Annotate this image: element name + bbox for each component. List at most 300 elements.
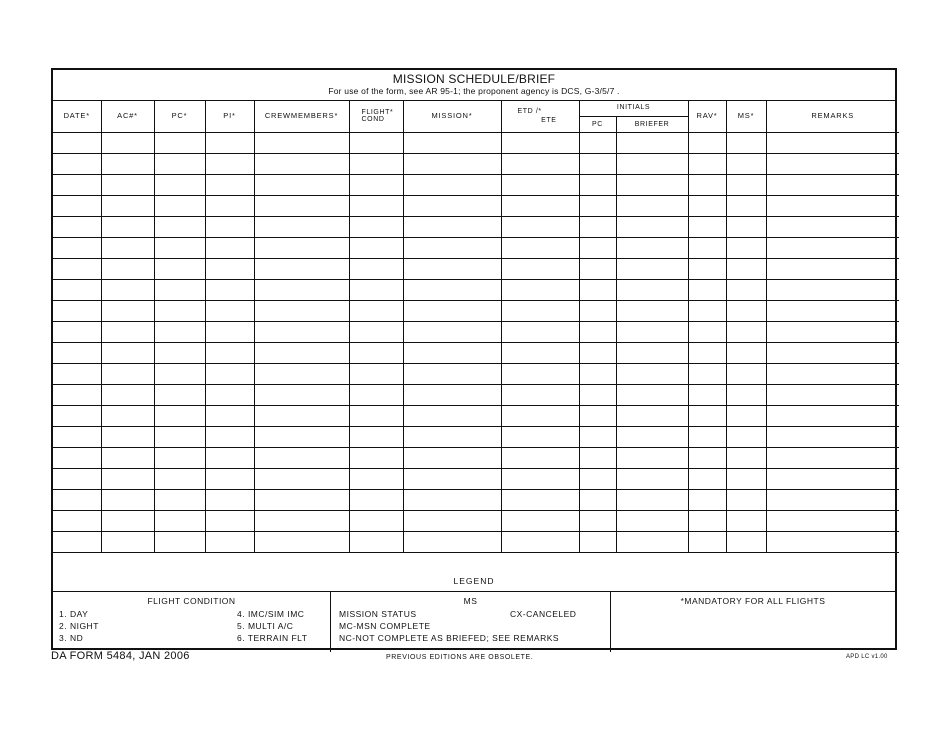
col-etd-line2: ETE [541,116,557,124]
table-cell[interactable] [205,363,254,384]
table-row [53,153,899,174]
table-cell[interactable] [726,321,766,342]
table-cell[interactable] [403,216,501,237]
table-cell[interactable] [501,237,579,258]
table-cell[interactable] [766,153,899,174]
table-cell[interactable] [154,489,205,510]
table-cell[interactable] [579,531,616,552]
table-cell[interactable] [403,531,501,552]
table-cell[interactable] [579,468,616,489]
table-cell[interactable] [254,468,349,489]
ms-heading: MS [463,596,478,606]
col-flight-cond-line1: FLIGHT* [361,108,394,116]
table-cell[interactable] [403,342,501,363]
table-cell[interactable] [579,216,616,237]
table-cell[interactable] [53,363,101,384]
table-cell[interactable] [403,363,501,384]
table-cell[interactable] [205,468,254,489]
table-cell[interactable] [766,300,899,321]
table-cell[interactable] [688,531,726,552]
table-cell[interactable] [53,447,101,468]
table-cell[interactable] [349,510,403,531]
table-cell[interactable] [53,384,101,405]
table-cell[interactable] [501,132,579,153]
table-cell[interactable] [766,510,899,531]
table-row [53,363,899,384]
table-cell[interactable] [579,321,616,342]
table-cell[interactable] [254,531,349,552]
table-cell[interactable] [501,363,579,384]
table-cell[interactable] [688,153,726,174]
table-cell[interactable] [403,426,501,447]
table-cell[interactable] [154,426,205,447]
table-cell[interactable] [616,426,688,447]
table-cell[interactable] [403,468,501,489]
table-cell[interactable] [349,363,403,384]
table-cell[interactable] [688,426,726,447]
table-cell[interactable] [726,132,766,153]
table-cell[interactable] [349,426,403,447]
table-cell[interactable] [766,237,899,258]
table-cell[interactable] [501,258,579,279]
table-cell[interactable] [688,300,726,321]
table-cell[interactable] [349,321,403,342]
table-cell[interactable] [205,258,254,279]
table-cell[interactable] [53,489,101,510]
table-cell[interactable] [205,132,254,153]
editions-note: PREVIOUS EDITIONS ARE OBSOLETE. [386,654,534,661]
table-row [53,447,899,468]
table-cell[interactable] [579,342,616,363]
table-cell[interactable] [403,510,501,531]
table-cell[interactable] [616,510,688,531]
table-cell[interactable] [726,216,766,237]
table-cell[interactable] [403,447,501,468]
table-cell[interactable] [349,489,403,510]
table-cell[interactable] [205,237,254,258]
table-row [53,237,899,258]
table-cell[interactable] [349,216,403,237]
table-cell[interactable] [254,321,349,342]
table-cell[interactable] [254,258,349,279]
table-cell[interactable] [616,258,688,279]
table-cell[interactable] [501,510,579,531]
table-cell[interactable] [688,132,726,153]
table-cell[interactable] [766,321,899,342]
table-cell[interactable] [101,426,154,447]
table-cell[interactable] [766,447,899,468]
table-cell[interactable] [726,174,766,195]
col-initials: INITIALS [579,100,688,116]
ms-canceled: CX-CANCELED [510,609,577,619]
table-cell[interactable] [726,279,766,300]
table-cell[interactable] [766,384,899,405]
table-row [53,132,899,153]
table-cell[interactable] [154,531,205,552]
table-cell[interactable] [53,132,101,153]
table-cell[interactable] [766,363,899,384]
fc-item: 2. NIGHT [59,621,99,631]
table-cell[interactable] [616,489,688,510]
form-number: DA FORM 5484, JAN 2006 [51,650,190,662]
table-cell[interactable] [101,300,154,321]
table-cell[interactable] [403,405,501,426]
table-cell[interactable] [501,426,579,447]
table-cell[interactable] [688,258,726,279]
table-cell[interactable] [688,237,726,258]
table-cell[interactable] [403,132,501,153]
table-cell[interactable] [726,531,766,552]
table-cell[interactable] [154,363,205,384]
table-cell[interactable] [616,132,688,153]
table-cell[interactable] [403,489,501,510]
table-cell[interactable] [101,153,154,174]
table-cell[interactable] [688,405,726,426]
table-cell[interactable] [688,384,726,405]
table-cell[interactable] [579,279,616,300]
table-cell[interactable] [726,237,766,258]
table-row [53,405,899,426]
table-cell[interactable] [254,132,349,153]
table-row [53,216,899,237]
table-cell[interactable] [688,489,726,510]
table-cell[interactable] [579,405,616,426]
legend [53,571,895,648]
table-row [53,468,899,489]
table-cell[interactable] [154,174,205,195]
table-cell[interactable] [53,258,101,279]
table-cell[interactable] [579,363,616,384]
table-cell[interactable] [501,300,579,321]
table-cell[interactable] [101,342,154,363]
table-cell[interactable] [403,384,501,405]
table-cell[interactable] [579,447,616,468]
table-cell[interactable] [53,153,101,174]
table-cell[interactable] [766,426,899,447]
table-cell[interactable] [766,195,899,216]
table-cell[interactable] [579,195,616,216]
ms-complete: MC-MSN COMPLETE [339,621,431,631]
table-cell[interactable] [688,363,726,384]
table-cell[interactable] [205,531,254,552]
col-initials-briefer: BRIEFER [616,116,688,132]
col-ac: AC#* [101,100,154,132]
table-cell[interactable] [726,363,766,384]
table-cell[interactable] [688,321,726,342]
table-cell[interactable] [154,279,205,300]
table-cell[interactable] [501,195,579,216]
table-cell[interactable] [154,447,205,468]
table-cell[interactable] [154,342,205,363]
legend-title: LEGEND [53,571,895,592]
table-cell[interactable] [254,405,349,426]
table-cell[interactable] [101,489,154,510]
table-cell[interactable] [205,405,254,426]
table-cell[interactable] [616,216,688,237]
table-cell[interactable] [53,174,101,195]
table-cell[interactable] [349,279,403,300]
table-cell[interactable] [254,174,349,195]
table-cell[interactable] [101,258,154,279]
table-cell[interactable] [254,447,349,468]
table-cell[interactable] [349,342,403,363]
table-row [53,489,899,510]
legend-mandatory [611,592,895,652]
table-cell[interactable] [616,321,688,342]
table-cell[interactable] [579,426,616,447]
col-ms: MS* [726,100,766,132]
table-cell[interactable] [616,468,688,489]
table-cell[interactable] [349,174,403,195]
table-cell[interactable] [688,468,726,489]
table-cell[interactable] [154,195,205,216]
table-cell[interactable] [349,384,403,405]
form-title: MISSION SCHEDULE/BRIEF [392,72,556,86]
table-cell[interactable] [403,153,501,174]
fc-item: 5. MULTI A/C [237,621,294,631]
table-cell[interactable] [101,132,154,153]
table-row [53,510,899,531]
table-cell[interactable] [53,405,101,426]
table-cell[interactable] [101,468,154,489]
table-cell[interactable] [766,258,899,279]
table-cell[interactable] [53,531,101,552]
table-cell[interactable] [154,153,205,174]
col-initials-pc: PC [579,116,616,132]
table-cell[interactable] [53,300,101,321]
table-cell[interactable] [349,531,403,552]
table-cell[interactable] [254,216,349,237]
table-cell[interactable] [101,405,154,426]
table-cell[interactable] [766,405,899,426]
table-cell[interactable] [154,384,205,405]
table-cell[interactable] [766,489,899,510]
table-cell[interactable] [403,174,501,195]
form-header [53,70,895,101]
table-cell[interactable] [154,300,205,321]
table-cell[interactable] [579,489,616,510]
table-cell[interactable] [205,384,254,405]
table-cell[interactable] [616,531,688,552]
table-cell[interactable] [205,489,254,510]
table-cell[interactable] [501,153,579,174]
table-cell[interactable] [501,384,579,405]
table-cell[interactable] [53,426,101,447]
table-cell[interactable] [254,153,349,174]
col-mission: MISSION* [403,100,501,132]
table-cell[interactable] [501,216,579,237]
table-cell[interactable] [101,174,154,195]
table-cell[interactable] [726,195,766,216]
table-cell[interactable] [349,468,403,489]
table-cell[interactable] [403,237,501,258]
table-cell[interactable] [254,195,349,216]
table-cell[interactable] [766,468,899,489]
table-cell[interactable] [501,321,579,342]
table-cell[interactable] [726,153,766,174]
table-cell[interactable] [616,153,688,174]
table-cell[interactable] [726,510,766,531]
table-cell[interactable] [579,153,616,174]
table-cell[interactable] [726,447,766,468]
table-cell[interactable] [501,468,579,489]
table-cell[interactable] [403,258,501,279]
table-cell[interactable] [501,174,579,195]
table-cell[interactable] [53,468,101,489]
table-cell[interactable] [349,258,403,279]
table-cell[interactable] [205,279,254,300]
table-cell[interactable] [254,510,349,531]
table-cell[interactable] [205,510,254,531]
table-cell[interactable] [726,300,766,321]
table-cell[interactable] [766,531,899,552]
table-cell[interactable] [101,195,154,216]
table-cell[interactable] [349,195,403,216]
table-cell[interactable] [501,447,579,468]
table-row [53,531,899,552]
table-cell[interactable] [616,384,688,405]
table-row [53,258,899,279]
table-cell[interactable] [766,279,899,300]
table-cell[interactable] [254,426,349,447]
table-cell[interactable] [154,468,205,489]
table-cell[interactable] [205,300,254,321]
table-cell[interactable] [154,321,205,342]
table-cell[interactable] [53,321,101,342]
table-cell[interactable] [205,174,254,195]
table-cell[interactable] [688,216,726,237]
table-cell[interactable] [616,174,688,195]
ms-not-complete: NC-NOT COMPLETE AS BRIEFED; SEE REMARKS [339,633,560,643]
table-cell[interactable] [53,510,101,531]
table-cell[interactable] [688,195,726,216]
ms-mission-status: MISSION STATUS [339,609,417,619]
table-cell[interactable] [254,489,349,510]
table-cell[interactable] [726,426,766,447]
table-cell[interactable] [205,342,254,363]
table-cell[interactable] [101,363,154,384]
table-cell[interactable] [579,384,616,405]
table-cell[interactable] [349,405,403,426]
table-cell[interactable] [205,321,254,342]
table-cell[interactable] [205,153,254,174]
table-cell[interactable] [254,363,349,384]
table-cell[interactable] [726,384,766,405]
table-cell[interactable] [349,132,403,153]
table-cell[interactable] [501,405,579,426]
table-cell[interactable] [101,384,154,405]
table-cell[interactable] [349,237,403,258]
table-cell[interactable] [688,279,726,300]
table-cell[interactable] [154,132,205,153]
table-cell[interactable] [254,237,349,258]
table-cell[interactable] [403,195,501,216]
table-cell[interactable] [154,237,205,258]
table-cell[interactable] [766,342,899,363]
table-cell[interactable] [616,405,688,426]
table-cell[interactable] [349,447,403,468]
table-cell[interactable] [254,342,349,363]
table-cell[interactable] [154,216,205,237]
table-cell[interactable] [349,153,403,174]
table-cell[interactable] [688,447,726,468]
table-cell[interactable] [616,237,688,258]
table-cell[interactable] [688,342,726,363]
table-cell[interactable] [205,447,254,468]
table-cell[interactable] [101,321,154,342]
table-cell[interactable] [616,195,688,216]
table-cell[interactable] [254,279,349,300]
table-cell[interactable] [101,510,154,531]
table-cell[interactable] [501,342,579,363]
table-cell[interactable] [726,405,766,426]
table-cell[interactable] [53,279,101,300]
table-cell[interactable] [579,174,616,195]
table-cell[interactable] [616,279,688,300]
table-cell[interactable] [53,216,101,237]
table-cell[interactable] [205,216,254,237]
table-row [53,195,899,216]
table-cell[interactable] [53,195,101,216]
table-cell[interactable] [205,195,254,216]
table-cell[interactable] [616,300,688,321]
table-cell[interactable] [205,426,254,447]
table-row [53,384,899,405]
table-cell[interactable] [688,174,726,195]
table-cell[interactable] [726,258,766,279]
col-crewmembers: CREWMEMBERS* [254,100,349,132]
table-cell[interactable] [154,510,205,531]
table-cell[interactable] [766,132,899,153]
table-cell[interactable] [766,174,899,195]
table-cell[interactable] [53,237,101,258]
table-cell[interactable] [101,447,154,468]
table-cell[interactable] [403,300,501,321]
table-cell[interactable] [101,237,154,258]
table-cell[interactable] [501,489,579,510]
table-cell[interactable] [616,447,688,468]
table-cell[interactable] [403,279,501,300]
table-cell[interactable] [254,300,349,321]
table-cell[interactable] [579,132,616,153]
table-cell[interactable] [616,342,688,363]
table-cell[interactable] [579,258,616,279]
table-cell[interactable] [101,531,154,552]
table-cell[interactable] [53,342,101,363]
col-flight-cond [349,100,403,132]
table-cell[interactable] [616,363,688,384]
table-cell[interactable] [501,279,579,300]
table-cell[interactable] [579,510,616,531]
table-cell[interactable] [101,279,154,300]
table-cell[interactable] [501,531,579,552]
table-cell[interactable] [726,489,766,510]
table-cell[interactable] [154,405,205,426]
table-cell[interactable] [579,237,616,258]
table-cell[interactable] [766,216,899,237]
legend-flight-condition [53,592,331,652]
table-cell[interactable] [726,468,766,489]
table-cell[interactable] [101,216,154,237]
schedule-table [53,100,899,553]
table-cell[interactable] [579,300,616,321]
table-cell[interactable] [403,321,501,342]
table-cell[interactable] [349,300,403,321]
table-cell[interactable] [688,510,726,531]
table-cell[interactable] [726,342,766,363]
table-cell[interactable] [154,258,205,279]
table-cell[interactable] [254,384,349,405]
